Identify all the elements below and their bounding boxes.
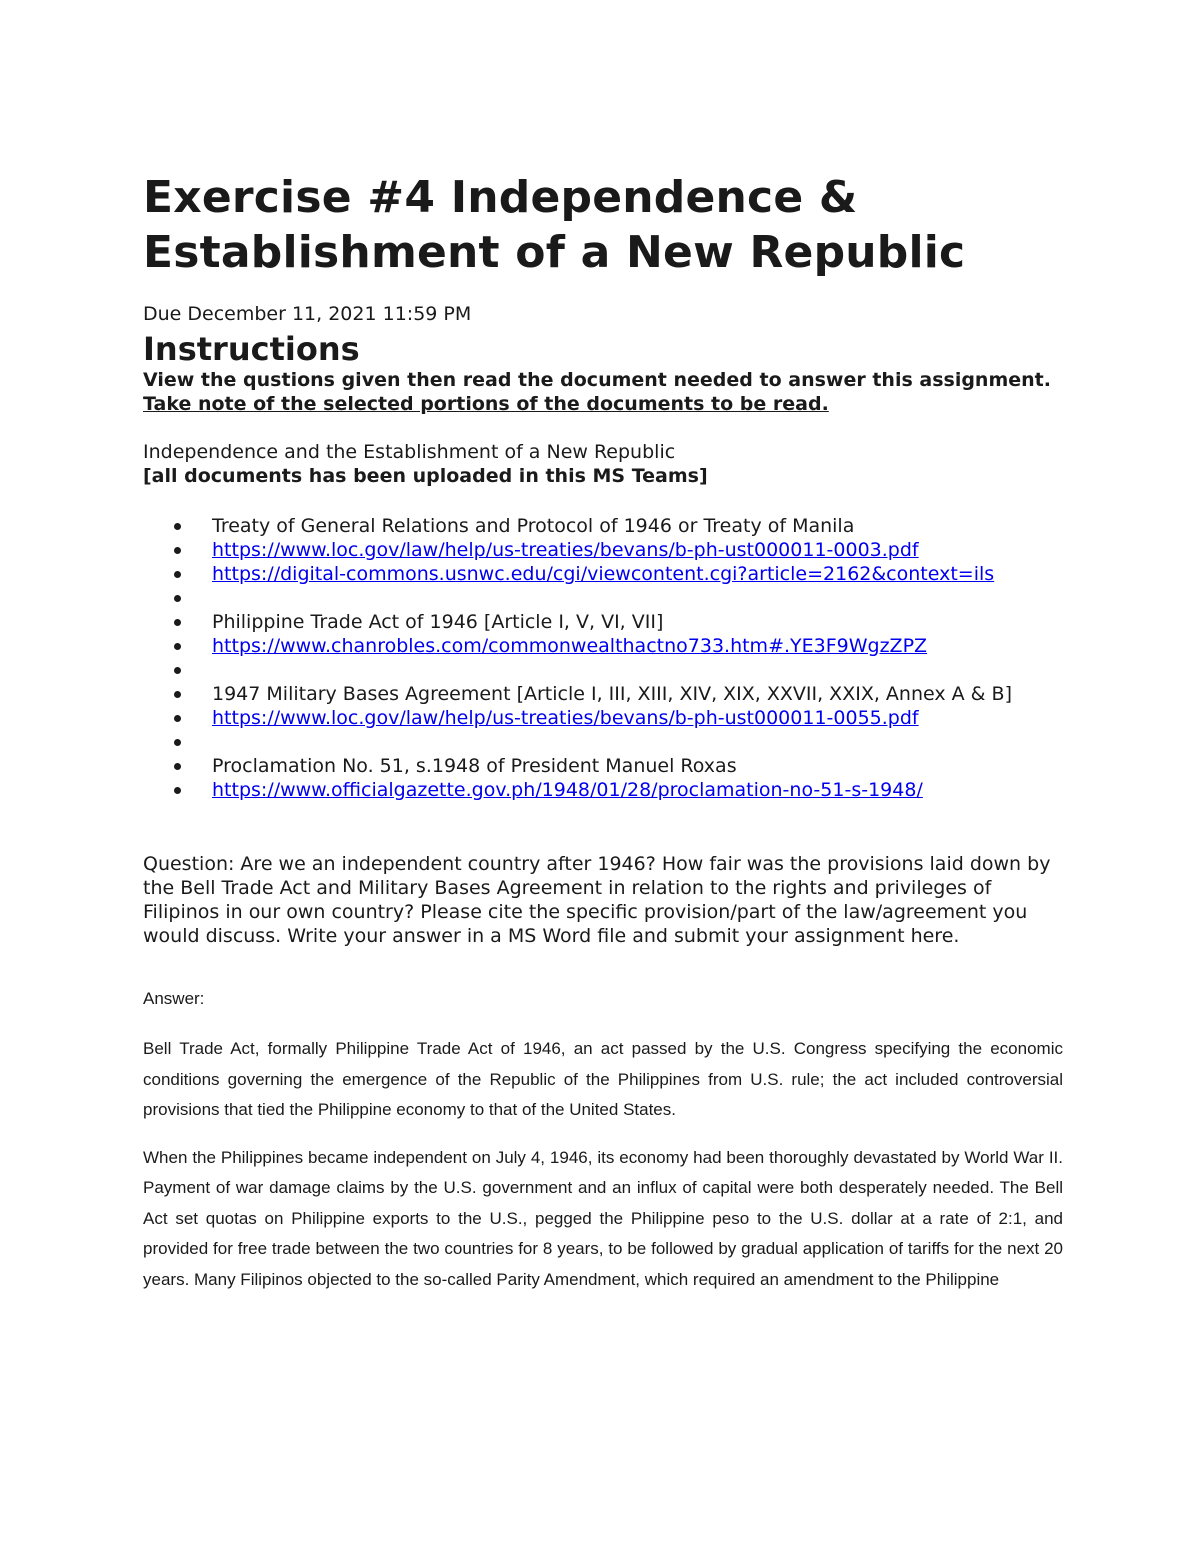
documents-list bbox=[143, 514, 1063, 802]
document-link[interactable]: https://digital-commons.usnwc.edu/cgi/viewcontent.cgi?article=2162&context=ils bbox=[212, 563, 995, 585]
list-item bbox=[143, 778, 1063, 802]
bullet-icon bbox=[174, 619, 181, 626]
document-title: 1947 Military Bases Agreement [Article I, III, XIII, XIV, XIX, XXVII, XXIX, Annex A & B] bbox=[212, 683, 1012, 705]
list-item bbox=[143, 514, 1063, 538]
list-item bbox=[143, 658, 1063, 682]
list-item bbox=[143, 754, 1063, 778]
list-item bbox=[143, 610, 1063, 634]
bullet-icon bbox=[174, 715, 181, 722]
bullet-icon bbox=[174, 571, 181, 578]
question-text: Question: Are we an independent country after 1946? How fair was the provisions laid down by the Bell Trade Act and Military Bases Agreement in relation to the rights and privileges of Filipinos in our own country? Please cite the specific provision/part of the law/agreement you would discuss. Write your answer in a MS Word file and submit your assignment here. bbox=[143, 853, 1051, 947]
bullet-icon bbox=[174, 547, 181, 554]
list-item bbox=[143, 706, 1063, 730]
instructions-text bbox=[143, 368, 1063, 416]
instructions-heading: Instructions bbox=[143, 330, 360, 368]
documents-heading-title: Independence and the Establishment of a New Republic bbox=[143, 441, 676, 463]
list-item bbox=[143, 682, 1063, 706]
bullet-icon bbox=[174, 763, 181, 770]
document-link[interactable]: https://www.officialgazette.gov.ph/1948/01/28/proclamation-no-51-s-1948/ bbox=[212, 779, 923, 801]
list-item bbox=[143, 586, 1063, 610]
document-title: Proclamation No. 51, s.1948 of President Manuel Roxas bbox=[212, 755, 737, 777]
bullet-icon bbox=[174, 787, 181, 794]
bullet-icon bbox=[174, 739, 181, 746]
documents-heading bbox=[143, 440, 1063, 488]
list-item bbox=[143, 730, 1063, 754]
due-date: Due December 11, 2021 11:59 PM bbox=[143, 303, 472, 325]
bullet-icon bbox=[174, 595, 181, 602]
documents-heading-note: [all documents has been uploaded in this MS Teams] bbox=[143, 465, 708, 487]
answer-paragraph: Bell Trade Act, formally Philippine Trade Act of 1946, an act passed by the U.S. Congress specifying the economic conditions governing the emergence of the Republic of the Philippines from U.S. rule; the act included controversial provisions that tied the Philippine economy to that of the United States. bbox=[143, 1039, 1063, 1119]
document-title: Philippine Trade Act of 1946 [Article I, V, VI, VII] bbox=[212, 611, 664, 633]
document-link[interactable]: https://www.loc.gov/law/help/us-treaties/bevans/b-ph-ust000011-0055.pdf bbox=[212, 707, 919, 729]
document-title: Treaty of General Relations and Protocol of 1946 or Treaty of Manila bbox=[212, 515, 855, 537]
document-link[interactable]: https://www.chanrobles.com/commonwealthactno733.htm#.YE3F9WgzZPZ bbox=[212, 635, 928, 657]
instructions-text-underlined: Take note of the selected portions of the documents to be read. bbox=[143, 393, 829, 415]
bullet-icon bbox=[174, 523, 181, 530]
answer-label: Answer: bbox=[143, 989, 205, 1008]
bullet-icon bbox=[174, 643, 181, 650]
document-link[interactable]: https://www.loc.gov/law/help/us-treaties/bevans/b-ph-ust000011-0003.pdf bbox=[212, 539, 919, 561]
document-page bbox=[143, 170, 1063, 1295]
instructions-text-plain: View the qustions given then read the document needed to answer this assignment. bbox=[143, 369, 1051, 391]
page-title: Exercise #4 Independence & Establishment of a New Republic bbox=[143, 172, 966, 278]
list-item bbox=[143, 538, 1063, 562]
list-item bbox=[143, 634, 1063, 658]
bullet-icon bbox=[174, 667, 181, 674]
list-item bbox=[143, 562, 1063, 586]
answer-paragraph: When the Philippines became independent on July 4, 1946, its economy had been thoroughly devastated by World War II. Payment of war damage claims by the U.S. government and an influx of capital were both desperately needed. The Bell Act set quotas on Philippine exports to the U.S., pegged the Philippine peso to the U.S. dollar at a rate of 2:1, and provided for free trade between the two countries for 8 years, to be followed by gradual application of tariffs for the next 20 years. Many Filipinos objected to the so-called Parity Amendment, which required an amendment to the Philippine bbox=[143, 1147, 1063, 1289]
bullet-icon bbox=[174, 691, 181, 698]
